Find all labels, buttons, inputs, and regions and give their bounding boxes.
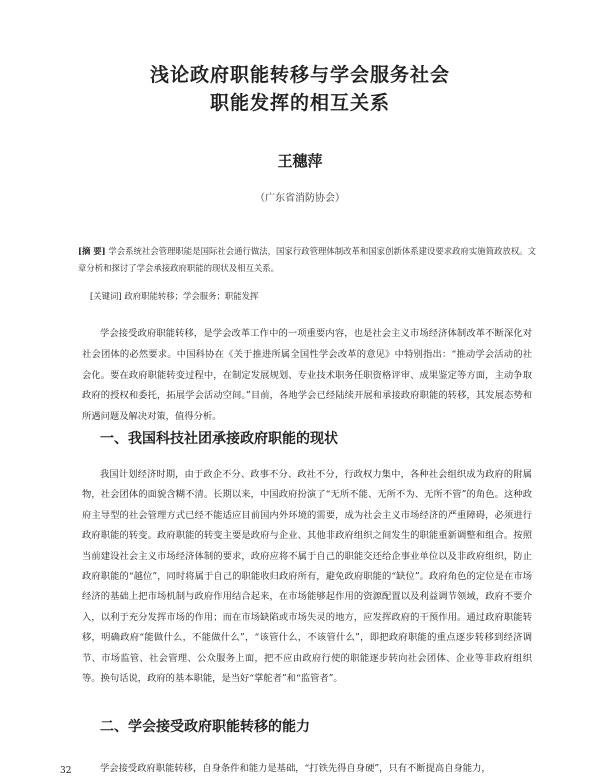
section-heading-1: 一、我国科技社团承接政府职能的现状 xyxy=(100,431,338,447)
author-name: 王穗萍 xyxy=(277,152,323,170)
intro-paragraph: 学会接受政府职能转移，是学会改革工作中的一项重要内容，也是社会主义市场经济体制改革不断深化对社会团体的必然要求。中国科协在《关于推进所属全国性学会改革的意见》中特别指出：“推动学会活动的社会化。要在政府职能转变过程中，在制定发展规划、专业技术职务任职资格评审、成果鉴定等方面，主动争取政府的授权和委托，拓展学会活动空间。”目前，各地学会已经陆续开展和承接政府职能的转移，其发展态势和所遇问题及解决对策，值得分析。 xyxy=(82,328,532,423)
article-title-line-1: 浅论政府职能转移与学会服务社会 xyxy=(149,64,450,86)
keywords-label: [关键词] xyxy=(90,291,122,301)
abstract-text: 学会系统社会管理职能是国际社会通行做法，国家行政管理体制改革和国家创新体系建设要求政府实施简政放权。文章分析和探讨了学会承接政府职能的现状及相互关系。 xyxy=(78,246,537,273)
section-2-paragraph: 学会接受政府职能转移，自身条件和能力是基础，“打铁先得自身硬”，只有不断提高自身能力， xyxy=(100,763,491,774)
abstract-label: [摘 要] xyxy=(78,246,106,256)
page-number: 32 xyxy=(60,766,72,776)
keywords-text: 政府职能转移；学会服务；职能发挥 xyxy=(124,291,259,301)
section-1-paragraph: 我国计划经济时期，由于政企不分、政事不分、政社不分，行政权力集中，各种社会组织成为政府的附属物，社会团体的面貌含糊不清。长期以来，中国政府扮演了“无所不能、无所不为、无所不管”的角色。这种政府主导型的社会管理方式已经不能适应目前国内外环境的需要，成为社会主义市场经济的严重障碍，必须进行政府职能的转变。政府职能的转变主要是政府与企业、其他非政府组织之间发生的职能重新调整和组合。按照当前建设社会主义市场经济体制的要求，政府应将不属于自己的职能交还给企事业单位以及非政府组织，防止政府职能的“越位”，同时将属于自己的职能收归政府所有，避免政府职能的“缺位”。政府角色的定位是在市场经济的基础上把市场机制与政府作用结合起来，在市场能够起作用的资源配置以及利益调节领域，政府不要介入，以利于充分发挥市场的作用；而在市场缺陷或市场失灵的地方，应发挥政府的干预作用。通过政府职能转移，明确政府“能做什么，不能做什么”，“该管什么，不该管什么”，即把政府职能的重点逐步转移到经济调节、市场监管、社会管理、公众服务上面，把不应由政府行使的职能逐步转向社会团体、企业等非政府组织等。换句话说，政府的基本职能，是当好“掌舵者”和“监管者”。 xyxy=(82,469,532,685)
article-title-line-2: 职能发挥的相互关系 xyxy=(209,92,390,114)
abstract xyxy=(78,243,536,277)
section-heading-2: 二、学会接受政府职能转移的能力 xyxy=(100,719,310,735)
author-affiliation: （广东省消防协会） xyxy=(255,193,345,204)
keywords xyxy=(90,290,530,302)
